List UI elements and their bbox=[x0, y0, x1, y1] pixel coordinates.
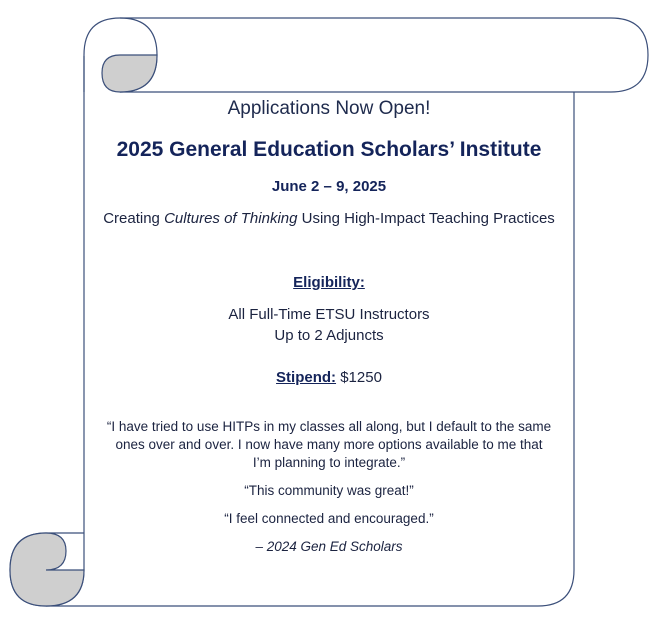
eligibility-item: Up to 2 Adjuncts bbox=[274, 327, 384, 344]
bottom-curl bbox=[10, 533, 84, 606]
eligibility-heading: Eligibility: bbox=[293, 274, 365, 291]
quote-line: “I have tried to use HITPs in my classes all along, but I default to the same bbox=[106, 419, 552, 434]
stipend-line bbox=[84, 369, 574, 386]
quote-line: ones over and over. I now have many more options available to me that bbox=[115, 437, 543, 452]
institute-title: 2025 General Education Scholars’ Institute bbox=[116, 138, 542, 161]
testimonial-quote bbox=[84, 510, 574, 528]
quote-line: I’m planning to integrate.” bbox=[252, 455, 406, 470]
top-roll-outline bbox=[120, 18, 648, 92]
top-curl bbox=[102, 55, 157, 92]
stipend-label: Stipend: bbox=[276, 369, 337, 386]
testimonial-quote bbox=[84, 482, 574, 500]
testimonial-attribution: – 2024 Gen Ed Scholars bbox=[255, 539, 403, 554]
testimonial-quote bbox=[84, 418, 574, 472]
institute-dates: June 2 – 9, 2025 bbox=[271, 178, 387, 195]
quote-line: “I feel connected and encouraged.” bbox=[224, 511, 434, 526]
subtitle-emphasis: Cultures of Thinking bbox=[164, 210, 298, 227]
announcement-text: Applications Now Open! bbox=[227, 98, 431, 119]
eligibility-item: All Full-Time ETSU Instructors bbox=[228, 306, 430, 323]
subtitle-prefix: Creating bbox=[103, 210, 165, 227]
quote-line: “This community was great!” bbox=[244, 483, 414, 498]
subtitle-suffix: Using High-Impact Teaching Practices bbox=[297, 210, 555, 227]
institute-subtitle bbox=[84, 210, 574, 227]
stipend-value: $1250 bbox=[336, 369, 382, 386]
